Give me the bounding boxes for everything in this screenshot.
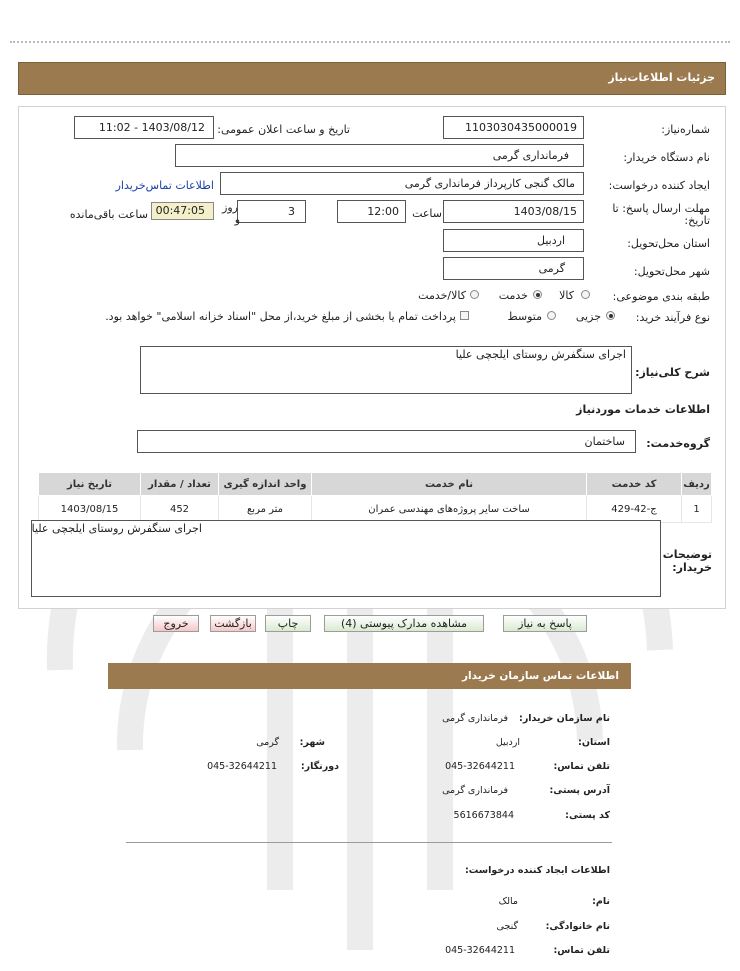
table-row[interactable]	[39, 496, 712, 523]
process-option-medium: متوسط	[507, 310, 542, 323]
contact-city-label: شهر:	[299, 737, 325, 748]
services-table	[38, 472, 712, 523]
reply-button[interactable]: پاسخ به نیاز	[503, 615, 587, 632]
contact-section-header	[108, 663, 631, 689]
contact-phone-label: تلفن تماس:	[553, 761, 610, 772]
cell-unit: متر مربع	[219, 496, 312, 523]
summary-label: شرح کلی‌نیاز:	[635, 366, 710, 379]
category-radio-service[interactable]	[533, 290, 542, 299]
print-button[interactable]: چاپ	[265, 615, 311, 632]
days-and-label: و	[234, 213, 240, 226]
contact-org-label: نام سازمان خریدار:	[519, 713, 610, 724]
services-table-header	[39, 473, 712, 496]
announce-label: تاریخ و ساعت اعلان عمومی:	[217, 123, 350, 136]
service-group-label: گروه‌خدمت:	[646, 437, 710, 450]
service-group-field[interactable]: ساختمان	[137, 430, 636, 453]
need-number-field[interactable]: 1103030435000019	[443, 116, 584, 139]
cell-row: 1	[682, 496, 712, 523]
col-header-qty: تعداد / مقدار	[141, 473, 219, 496]
back-button[interactable]: بازگشت	[210, 615, 256, 632]
process-label: نوع فرآیند خرید:	[635, 311, 710, 324]
deadline-time-field[interactable]: 12:00	[337, 200, 406, 223]
attachments-button[interactable]: مشاهده مدارک پیوستی (4)	[324, 615, 484, 632]
days-label: روز	[222, 201, 238, 214]
treasury-payment-note: پرداخت تمام یا بخشی از مبلغ خرید،از محل "اسناد خزانه اسلامی" خواهد بود.	[105, 310, 456, 323]
summary-textarea[interactable]: اجرای سنگفرش روستای ایلجچی علیا	[140, 346, 632, 394]
process-radio-minor[interactable]	[606, 311, 615, 320]
process-option-minor: جزیی	[575, 310, 601, 323]
contact-fax-label: دورنگار:	[300, 761, 339, 772]
top-divider	[10, 41, 730, 43]
province-label: استان محل‌تحویل:	[627, 237, 710, 250]
contact-postal-label: کد پستی:	[565, 810, 610, 821]
need-number-label: شماره‌نیاز:	[661, 123, 710, 136]
creator-phone-label: تلفن تماس:	[553, 945, 610, 956]
contact-address-label: آدرس پستی:	[549, 785, 610, 796]
category-option-both: کالا/خدمت	[418, 289, 466, 302]
category-radio-goods[interactable]	[581, 290, 590, 299]
days-field[interactable]: 3	[237, 200, 306, 223]
remaining-time-field: 00:47:05	[151, 202, 214, 220]
treasury-payment-checkbox[interactable]	[460, 311, 469, 320]
buyer-contact-link[interactable]: اطلاعات تماس‌خریدار	[115, 179, 214, 192]
contact-province-value: اردبیل	[495, 737, 520, 748]
time-label: ساعت	[412, 207, 442, 220]
deadline-date-field[interactable]: 1403/08/15	[443, 200, 584, 223]
col-header-code: کد خدمت	[587, 473, 682, 496]
contact-section-title: اطلاعات تماس سازمان خریدار	[462, 670, 619, 682]
remaining-label: ساعت باقی‌مانده	[69, 208, 148, 221]
creator-name-label: نام:	[592, 896, 610, 907]
contact-org-value: فرمانداری گرمی	[442, 713, 508, 724]
category-option-service: خدمت	[498, 289, 528, 302]
contact-postal-value: 5616673844	[453, 810, 514, 821]
creator-label: ایجاد کننده درخواست:	[608, 179, 710, 192]
creator-family-label: نام خانوادگی:	[545, 921, 610, 932]
city-field[interactable]: گرمی	[443, 257, 584, 280]
category-radio-both[interactable]	[470, 290, 479, 299]
page-header	[18, 62, 726, 95]
contact-divider	[126, 842, 612, 843]
creator-name-value: مالک	[498, 896, 518, 907]
buyer-desc-textarea[interactable]: اجرای سنگفرش روستای ایلجچی علیا	[31, 520, 661, 597]
exit-button[interactable]: خروج	[153, 615, 199, 632]
cell-name: ساخت سایر پروژه‌های مهندسی عمران	[312, 496, 587, 523]
creator-family-value: گنجی	[496, 921, 518, 932]
col-header-row: ردیف	[682, 473, 712, 496]
contact-city-value: گرمی	[256, 737, 279, 748]
cell-date: 1403/08/15	[39, 496, 141, 523]
col-header-date: تاریخ نیاز	[39, 473, 141, 496]
services-heading: اطلاعات خدمات موردنیاز	[576, 403, 710, 416]
col-header-unit: واحد اندازه گیری	[219, 473, 312, 496]
buyer-org-label: نام دستگاه خریدار:	[623, 151, 710, 164]
deadline-label: مهلت ارسال پاسخ: تا	[612, 202, 710, 215]
buyer-org-field[interactable]: فرمانداری گرمی	[175, 144, 584, 167]
cell-code: ج-42-429	[587, 496, 682, 523]
contact-province-label: استان:	[578, 737, 610, 748]
buyer-desc-label: توضیحات	[662, 548, 712, 561]
announce-field[interactable]: 1403/08/12 - 11:02	[74, 116, 214, 139]
process-radio-medium[interactable]	[547, 311, 556, 320]
province-field[interactable]: اردبیل	[443, 229, 584, 252]
contact-address-value: فرمانداری گرمی	[442, 785, 508, 796]
buyer-desc-label-2: خریدار:	[672, 561, 712, 574]
city-label: شهر محل‌تحویل:	[633, 265, 710, 278]
contact-fax-value: 045-32644211	[207, 761, 277, 772]
creator-info-heading: اطلاعات ایجاد کننده درخواست:	[464, 865, 610, 876]
creator-phone-value: 045-32644211	[445, 945, 515, 956]
deadline-date-label: تاریخ:	[684, 214, 710, 227]
category-label: طبقه بندی موضوعی:	[612, 290, 710, 303]
contact-phone-value: 045-32644211	[445, 761, 515, 772]
cell-qty: 452	[141, 496, 219, 523]
creator-field[interactable]: مالک گنجی کارپرداز فرمانداری گرمی	[220, 172, 584, 195]
category-option-goods: کالا	[559, 289, 574, 302]
page-title: جزئیات اطلاعات‌نیاز	[608, 71, 715, 84]
col-header-name: نام خدمت	[312, 473, 587, 496]
